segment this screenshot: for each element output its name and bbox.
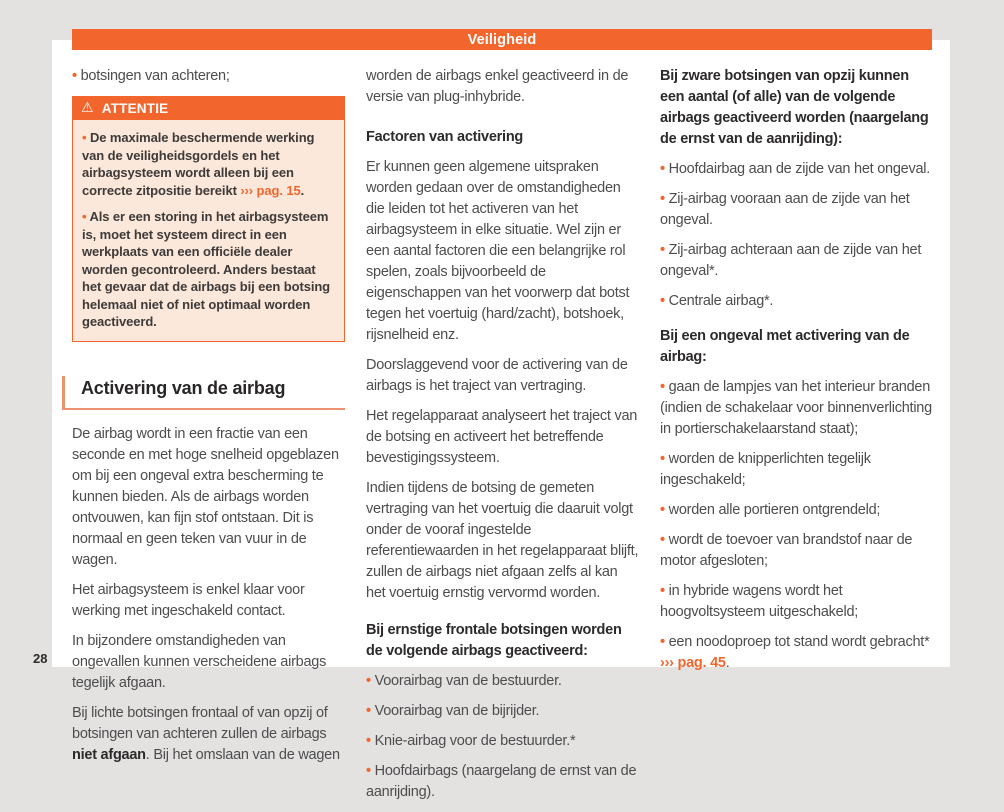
attention-item-text: Als er een storing in het airbagsysteem is, moet het systeem direct in een werkplaats van een officiële dealer worden gecontroleerd. Anders bestaat het gevaar dat de airbags bij een botsing helemaal niet of niet optimaal worden geactiveerd. — [82, 209, 331, 329]
column3-bullet-list-2 — [660, 377, 933, 623]
emphasized-text: niet afgaan — [72, 746, 146, 763]
list-item: • worden alle portieren ontgrendeld; — [660, 500, 933, 521]
page-reference-link[interactable]: ››› pag. 45 — [660, 655, 726, 671]
column1-paragraphs — [72, 424, 345, 694]
list-item-text: een noodoproep tot stand wordt gebracht* — [668, 634, 930, 650]
paragraph-text: . Bij het omslaan van de wagen — [145, 746, 340, 763]
list-item: • botsingen van achteren; — [72, 66, 345, 87]
paragraph: Indien tijdens de botsing de gemeten vertraging van het voertuig die daaruit volgt onder de vooraf ingestelde referentiewaarden in het regelapparaat blijft, zullen de airbags niet afgaan zelfs al kan het voertuig ernstig vervormd worden. — [366, 480, 639, 601]
list-item: • Voorairbag van de bijrijder. — [366, 701, 639, 722]
page-reference-link[interactable]: ››› pag. 15 — [240, 182, 301, 198]
paragraph: Het regelapparaat analyseert het traject van de botsing en activeert het betreffende bevestigingssysteem. — [366, 408, 638, 466]
subsection-heading: Factoren van activering — [366, 129, 524, 145]
attention-item-text: . — [300, 182, 305, 198]
list-item: • Hoofdairbag aan de zijde van het ongeval. — [660, 159, 933, 180]
attention-body — [72, 120, 345, 342]
list-item: • gaan de lampjes van het interieur branden (indien de schakelaar voor binnenverlichting in portierschakelaarstand staat); — [660, 377, 933, 440]
column-2 — [366, 66, 639, 812]
list-item: • Knie-airbag voor de bestuurder.* — [366, 731, 639, 752]
list-item: • Zij-airbag achteraan aan de zijde van het ongeval*. — [660, 240, 933, 282]
section-title: Activering van de airbag — [62, 376, 345, 410]
list-item: • Zij-airbag vooraan aan de zijde van het ongeval. — [660, 189, 933, 231]
list-heading: Bij ernstige frontale botsingen worden de volgende airbags geactiveerd: — [366, 622, 622, 659]
paragraph: In bijzondere omstandigheden van ongevallen kunnen verscheidene airbags tegelijk afgaan. — [72, 632, 327, 691]
paragraph: Doorslaggevend voor de activering van de airbags is het traject van vertraging. — [366, 357, 628, 394]
attention-warning-box — [72, 96, 345, 342]
page-number: 28 — [33, 651, 48, 666]
attention-header — [72, 96, 345, 120]
list-heading: Bij zware botsingen van opzij kunnen een aantal (of alle) van de volgende airbags geactiveerd worden (naargelang de ernst van de aanrijding): — [660, 68, 929, 147]
chapter-title: Veiligheid — [467, 31, 537, 48]
manual-page — [52, 31, 950, 800]
attention-item — [82, 208, 335, 331]
list-item: • Voorairbag van de bestuurder. — [366, 671, 639, 692]
attention-title: ATTENTIE — [101, 100, 169, 116]
column-1 — [72, 66, 345, 812]
paragraph: Het airbagsysteem is enkel klaar voor werking met ingeschakeld contact. — [72, 581, 305, 619]
list-item: • wordt de toevoer van brandstof naar de motor afgesloten; — [660, 530, 933, 572]
column-3 — [660, 66, 933, 812]
list-item — [660, 632, 933, 674]
paragraph: De airbag wordt in een fractie van een seconde en met hoge snelheid opgeblazen om bij een ongeval extra bescherming te kunnen bieden. Als de airbags worden ontvouwen, kan fijn stof ontstaan. Dit is normaal en geen teken van vuur in de wagen. — [72, 425, 339, 568]
paragraph: worden de airbags enkel geactiveerd in de versie van plug-inhybride. — [366, 68, 629, 105]
attention-item — [82, 129, 335, 199]
list-heading: Bij een ongeval met activering van de airbag: — [660, 328, 910, 365]
list-item: • Hoofdairbags (naargelang de ernst van de aanrijding). — [366, 761, 639, 803]
warning-triangle-icon: ⚠ — [81, 100, 94, 116]
chapter-header-bar — [72, 29, 932, 50]
paragraph: Er kunnen geen algemene uitspraken worden gedaan over de omstandigheden die leiden tot het activeren van het airbagsysteem in elke situatie. Wel zijn er een aantal factoren die een belangrijke rol spelen, zoals bijvoorbeeld de eigenschappen van het voorwerp dat botst tegen het voertuig (hard/zacht), botshoek, rijsnelheid enz. — [366, 159, 630, 343]
attention-item-text: De maximale beschermende werking van de veiligheidsgordels en het airbagsysteem wordt alleen bij een correcte zitpositie bereikt — [82, 130, 315, 198]
paragraph-text: Bij lichte botsingen frontaal of van opzij of botsingen van achteren zullen de airbags — [72, 704, 328, 742]
list-item-text: . — [725, 655, 730, 671]
list-item: • in hybride wagens wordt het hoogvoltsysteem uitgeschakeld; — [660, 581, 933, 623]
list-item: • worden de knipperlichten tegelijk ingeschakeld; — [660, 449, 933, 491]
list-item: • Centrale airbag*. — [660, 291, 933, 312]
column3-bullet-list-1 — [660, 159, 933, 312]
page-content — [72, 66, 933, 812]
column2-paragraphs — [366, 157, 639, 604]
column2-bullet-list — [366, 671, 639, 803]
paragraph — [72, 703, 345, 766]
